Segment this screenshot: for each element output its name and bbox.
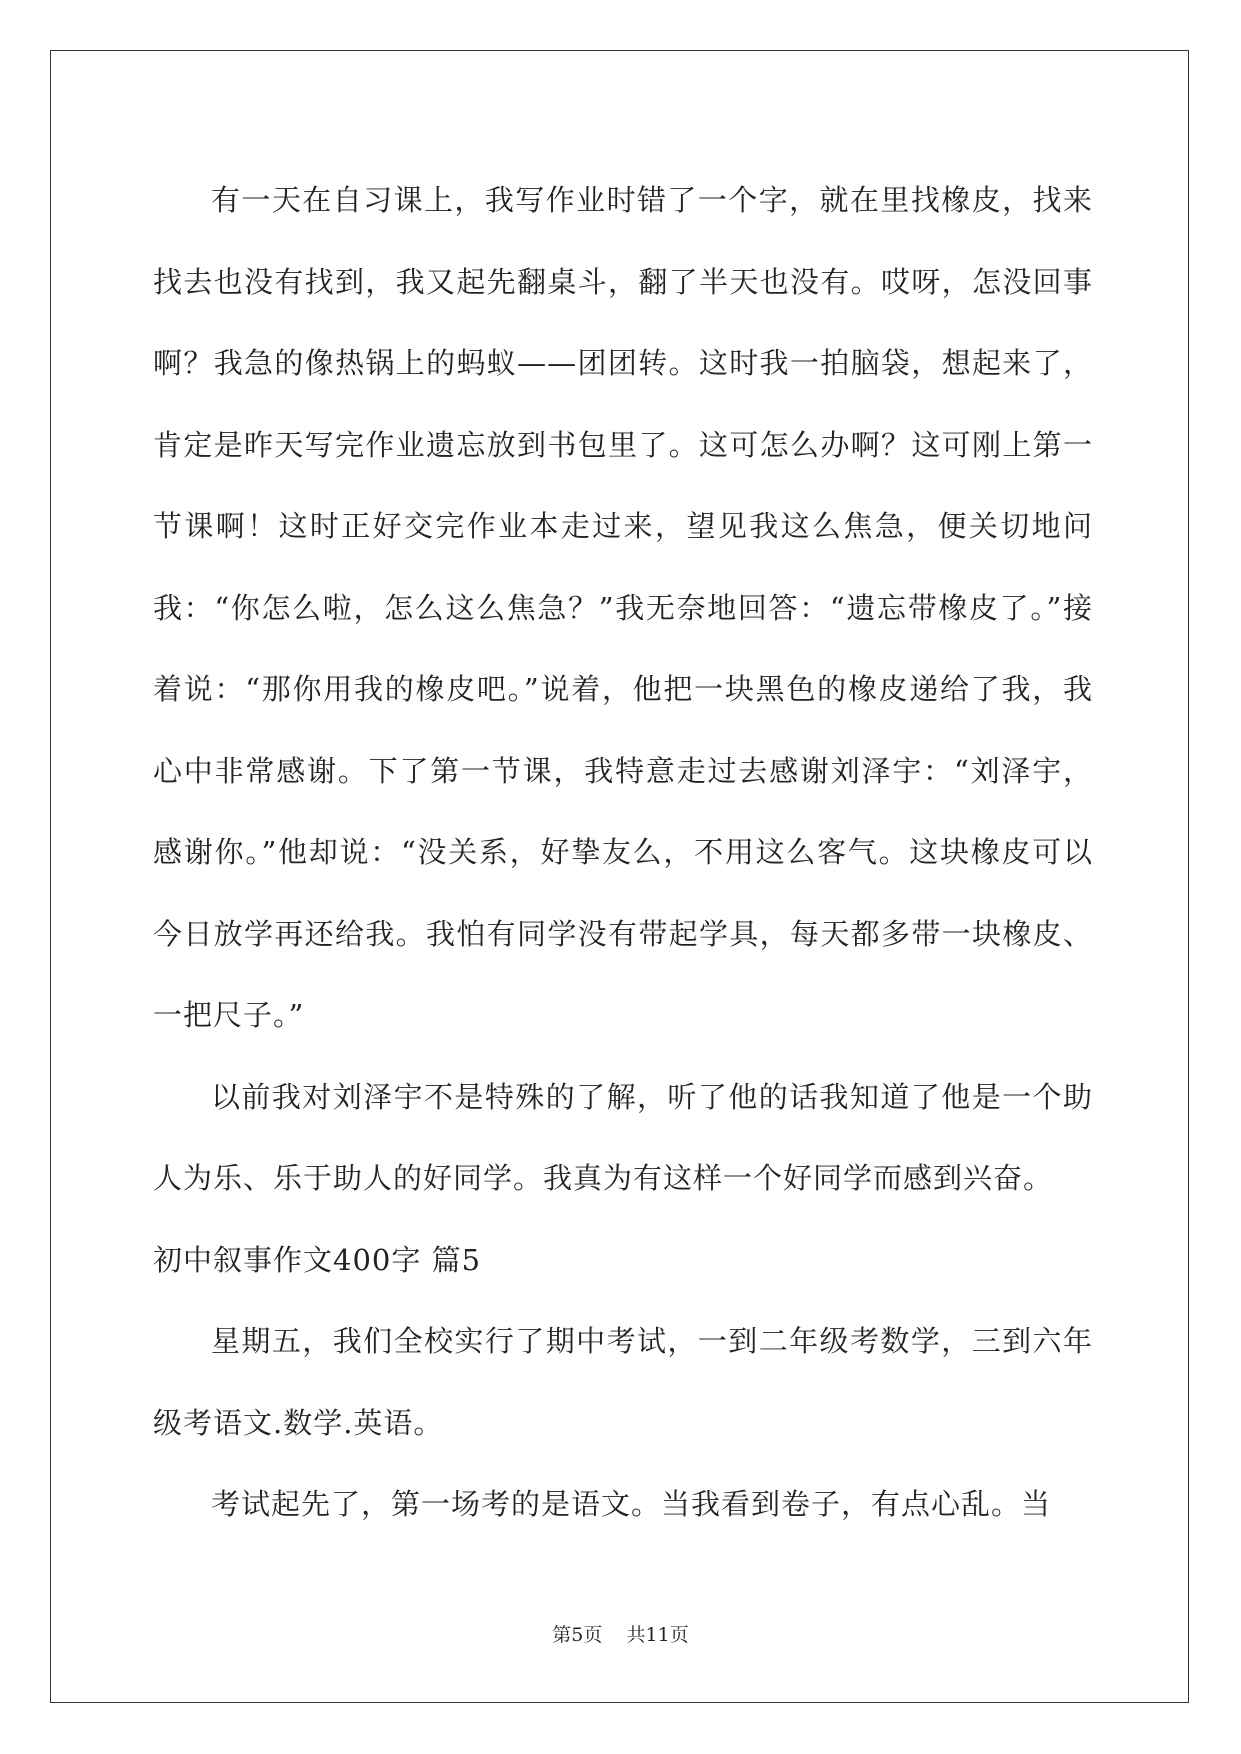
paragraph: 以前我对刘泽宇不是特殊的了解，听了他的话我知道了他是一个助人为乐、乐于助人的好同学。我真为有这样一个好同学而感到兴奋。 [153,1079,1093,1195]
document-body [153,160,1093,1546]
page-total: 共11页 [626,1624,689,1646]
section-heading: 初中叙事作文400字 篇5 [153,1242,482,1277]
page-footer [0,1620,1241,1647]
page-number: 第5页 [552,1624,603,1646]
paragraph: 考试起先了，第一场考的是语文。当我看到卷子，有点心乱。当 [211,1487,1052,1521]
paragraph: 星期五，我们全校实行了期中考试，一到二年级考数学，三到六年级考语文.数学.英语。 [153,1324,1093,1440]
paragraph: 有一天在自习课上，我写作业时错了一个字，就在里找橡皮，找来找去也没有找到，我又起先翻桌斗，翻了半天也没有。哎呀，怎没回事啊？我急的像热锅上的蚂蚁——团团转。这时我一拍脑袋，想起来了，肯定是昨天写完作业遗忘放到书包里了。这可怎么办啊？这可刚上第一节课啊！这时正好交完作业本走过来，望见我这么焦急，便关切地问我：“你怎么啦，怎么这么焦急？”我无奈地回答：“遗忘带橡皮了。”接着说：“那你用我的橡皮吧。”说着，他把一块黑色的橡皮递给了我，我心中非常感谢。下了第一节课，我特意走过去感谢刘泽宇：“刘泽宇，感谢你。”他却说：“没关系，好挚友么，不用这么客气。这块橡皮可以今日放学再还给我。我怕有同学没有带起学具，每天都多带一块橡皮、一把尺子。” [153,183,1093,1032]
